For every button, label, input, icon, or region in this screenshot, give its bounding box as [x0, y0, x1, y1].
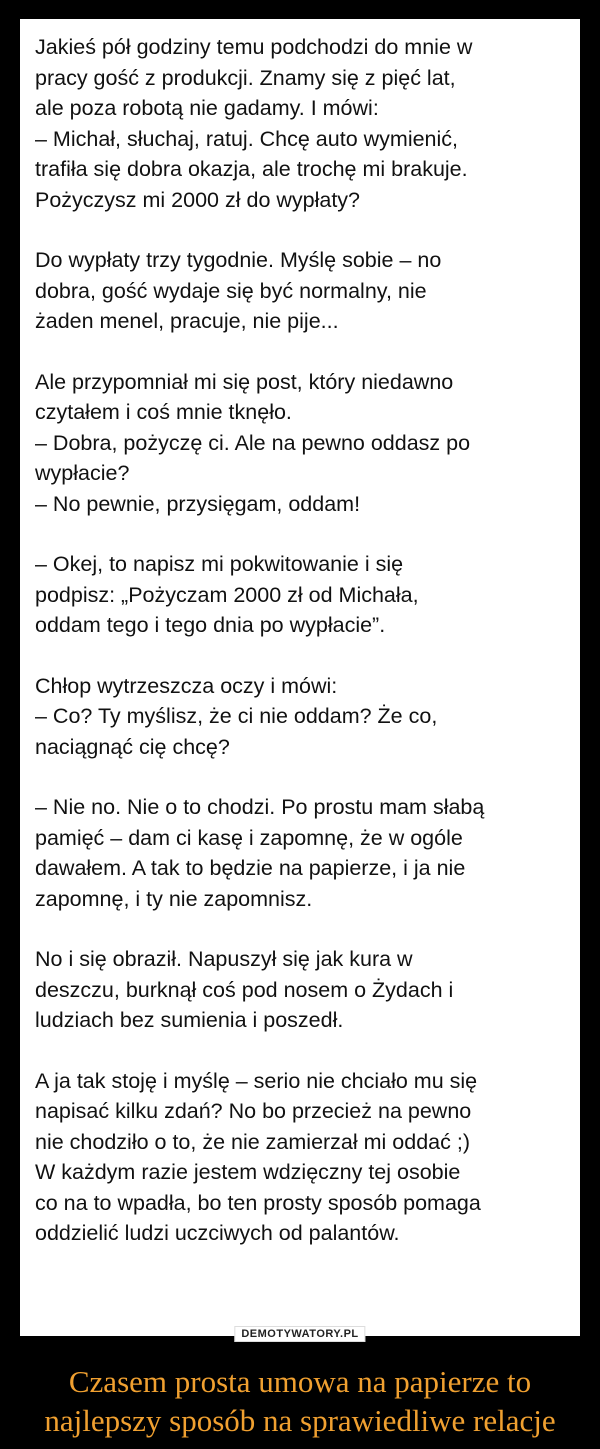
- story-line: No i się obraził. Napuszył się jak kura w: [35, 947, 413, 971]
- story-line: pracy gość z produkcji. Znamy się z pięć lat,: [35, 65, 456, 90]
- story-line: – Michał, słuchaj, ratuj. Chcę auto wymienić,: [35, 126, 459, 151]
- caption-line: najlepszy sposób na sprawiedliwe relacje: [44, 1403, 556, 1438]
- story-line: co na to wpadła, bo ten prosty sposób pomaga: [35, 1190, 481, 1215]
- story-line: napisać kilku zdań? No bo przecież na pewno: [35, 1099, 472, 1123]
- story-line: podpisz: „Pożyczam 2000 zł od Michała,: [35, 582, 419, 607]
- demotivator-panel: [20, 19, 580, 1340]
- story-line: naciągnąć cię chcę?: [35, 734, 230, 759]
- story-paragraph: [35, 671, 575, 763]
- story-paragraph: [35, 944, 575, 1036]
- story-line: oddzielić ludzi uczciwych od palantów.: [35, 1221, 400, 1245]
- story-line: – Okej, to napisz mi pokwitowanie i się: [35, 552, 404, 576]
- story-line: dawałem. A tak to będzie na papierze, i ja nie: [35, 856, 466, 880]
- story-line: czytałem i coś mnie tknęło.: [35, 400, 292, 424]
- site-watermark: DEMOTYWATORY.PL: [234, 1326, 365, 1342]
- story-paragraph: [35, 792, 575, 914]
- story-line: ludziach bez sumienia i poszedł.: [35, 1008, 344, 1032]
- story-line: W każdym razie jestem wdzięczny tej osobie: [35, 1160, 461, 1184]
- story-paragraph: [35, 245, 575, 337]
- story-line: pamięć – dam ci kasę i zapomnę, że w ogóle: [35, 825, 463, 850]
- story-line: – Dobra, pożyczę ci. Ale na pewno oddasz po: [35, 430, 471, 455]
- story-line: dobra, gość wydaje się być normalny, nie: [35, 278, 427, 303]
- story-line: A ja tak stoję i myślę – serio nie chciało mu się: [35, 1068, 478, 1093]
- story-line: wypłacie?: [35, 461, 130, 485]
- story-line: nie chodziło o to, że nie zamierzał mi oddać ;): [35, 1129, 470, 1154]
- story-line: oddam tego i tego dnia po wypłacie”.: [35, 613, 386, 637]
- story-line: – Nie no. Nie o to chodzi. Po prostu mam słabą: [35, 795, 485, 819]
- story-line: Do wypłaty trzy tygodnie. Myślę sobie – no: [35, 248, 442, 272]
- story-line: – No pewnie, przysięgam, oddam!: [35, 491, 361, 516]
- story-line: Jakieś pół godziny temu podchodzi do mnie w: [35, 35, 473, 59]
- caption: [0, 1362, 600, 1440]
- story-line: żaden menel, pracuje, nie pije...: [35, 309, 339, 333]
- story-line: deszczu, burknął coś pod nosem o Żydach i: [35, 977, 454, 1002]
- story-line: trafiła się dobra okazja, ale trochę mi brakuje.: [35, 157, 468, 181]
- story-paragraph: [35, 549, 575, 641]
- story-paragraph: [35, 367, 575, 520]
- story-text: [35, 32, 575, 1249]
- caption-line: Czasem prosta umowa na papierze to: [68, 1364, 532, 1399]
- story-paragraph: [35, 32, 575, 215]
- story-line: Pożyczysz mi 2000 zł do wypłaty?: [35, 187, 361, 212]
- story-paragraph: [35, 1066, 575, 1249]
- story-line: ale poza robotą nie gadamy. I mówi:: [35, 96, 379, 120]
- story-line: – Co? Ty myślisz, że ci nie oddam? Że co,: [35, 704, 438, 728]
- story-line: Chłop wytrzeszcza oczy i mówi:: [35, 673, 338, 698]
- story-line: Ale przypomniał mi się post, który niedawno: [35, 369, 454, 394]
- story-line: zapomnę, i ty nie zapomnisz.: [35, 886, 313, 911]
